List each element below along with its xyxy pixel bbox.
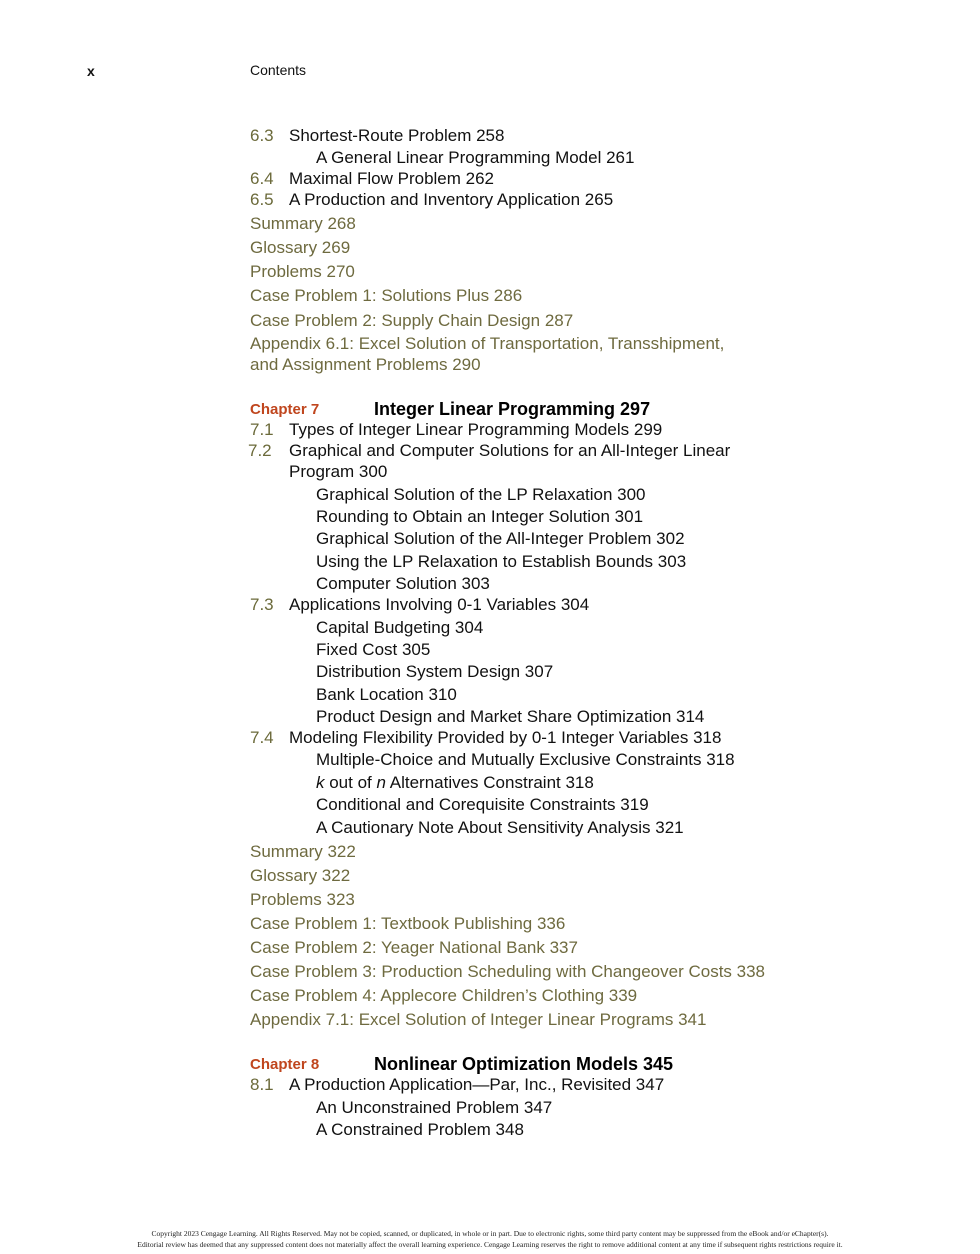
subsection-title: Conditional and Corequisite Constraints 319 (316, 795, 649, 814)
subsection-title: An Unconstrained Problem 347 (316, 1098, 553, 1117)
subsection-title: Using the LP Relaxation to Establish Bounds 303 (316, 552, 687, 571)
section-title: Maximal Flow Problem 262 (289, 169, 495, 188)
glossary-entry: Glossary 269 (250, 238, 351, 257)
section-number: 7.3 (250, 595, 274, 614)
summary-entry: Summary 322 (250, 842, 356, 861)
case-problem-entry: Case Problem 4: Applecore Children’s Clothing 339 (250, 986, 638, 1005)
subsection-title: Graphical Solution of the All-Integer Problem 302 (316, 529, 685, 548)
section-title: A Production and Inventory Application 265 (289, 190, 614, 209)
section-number: 7.4 (250, 728, 274, 747)
section-title: A Production Application—Par, Inc., Revisited 347 (289, 1075, 665, 1094)
chapter-label: Chapter 7 (250, 401, 320, 418)
chapter-title: Nonlinear Optimization Models 345 (374, 1054, 674, 1074)
running-head: Contents (250, 62, 307, 78)
copyright-footer-line-1: Copyright 2023 Cengage Learning. All Rights Reserved. May not be copied, scanned, or duplicated, in whole or in part. Due to electronic rights, some third party content may be suppressed from the eBook and/or eChapter(s). (151, 1229, 829, 1238)
italic-n: n (376, 773, 386, 792)
summary-entry: Summary 268 (250, 214, 356, 233)
appendix-entry: Appendix 6.1: Excel Solution of Transportation, Transshipment, (250, 334, 725, 353)
subsection-title: Graphical Solution of the LP Relaxation 300 (316, 485, 646, 504)
section-number: 8.1 (250, 1075, 274, 1094)
section-number: 7.2 (248, 441, 272, 460)
section-number: 6.5 (250, 190, 274, 209)
case-problem-entry: Case Problem 1: Solutions Plus 286 (250, 286, 523, 305)
subsection-title: Rounding to Obtain an Integer Solution 301 (316, 507, 644, 526)
page-number: x (87, 63, 95, 79)
subsection-title: Bank Location 310 (316, 685, 457, 704)
case-problem-entry: Case Problem 2: Supply Chain Design 287 (250, 311, 574, 330)
subsection-title (316, 772, 594, 793)
subsection-title: Product Design and Market Share Optimization 314 (316, 707, 705, 726)
problems-entry: Problems 323 (250, 890, 355, 909)
subsection-text: out of (324, 773, 377, 792)
section-number: 6.4 (250, 169, 274, 188)
subsection-title: A Constrained Problem 348 (316, 1120, 524, 1139)
section-number: 7.1 (250, 420, 274, 439)
section-title: Modeling Flexibility Provided by 0-1 Integer Variables 318 (289, 728, 722, 747)
subsection-title: A General Linear Programming Model 261 (316, 148, 635, 167)
section-title: Graphical and Computer Solutions for an All-Integer Linear (289, 441, 731, 460)
section-title: Types of Integer Linear Programming Models 299 (289, 420, 663, 439)
appendix-entry: Appendix 7.1: Excel Solution of Integer Linear Programs 341 (250, 1010, 707, 1029)
subsection-title: Fixed Cost 305 (316, 640, 431, 659)
subsection-title: Distribution System Design 307 (316, 662, 554, 681)
section-number: 6.3 (250, 126, 274, 145)
case-problem-entry: Case Problem 2: Yeager National Bank 337 (250, 938, 578, 957)
problems-entry: Problems 270 (250, 262, 355, 281)
copyright-footer-line-2: Editorial review has deemed that any suppressed content does not materially affect the overall learning experience. Cengage Learning reserves the right to remove additional content at any time if subsequent rights restrictions require it. (137, 1240, 843, 1249)
case-problem-entry: Case Problem 3: Production Scheduling with Changeover Costs 338 (250, 962, 766, 981)
chapter-label: Chapter 8 (250, 1056, 320, 1073)
subsection-text: Alternatives Constraint 318 (385, 773, 594, 792)
glossary-entry: Glossary 322 (250, 866, 351, 885)
italic-k: k (316, 773, 325, 792)
subsection-title: Computer Solution 303 (316, 574, 490, 593)
case-problem-entry: Case Problem 1: Textbook Publishing 336 (250, 914, 566, 933)
appendix-entry-continued: and Assignment Problems 290 (250, 355, 481, 374)
section-title-continued: Program 300 (289, 462, 388, 481)
subsection-title: A Cautionary Note About Sensitivity Analysis 321 (316, 818, 684, 837)
subsection-title: Capital Budgeting 304 (316, 618, 484, 637)
subsection-title: Multiple-Choice and Mutually Exclusive Constraints 318 (316, 750, 735, 769)
section-title: Shortest-Route Problem 258 (289, 126, 505, 145)
section-title: Applications Involving 0-1 Variables 304 (289, 595, 590, 614)
chapter-title: Integer Linear Programming 297 (374, 399, 651, 419)
